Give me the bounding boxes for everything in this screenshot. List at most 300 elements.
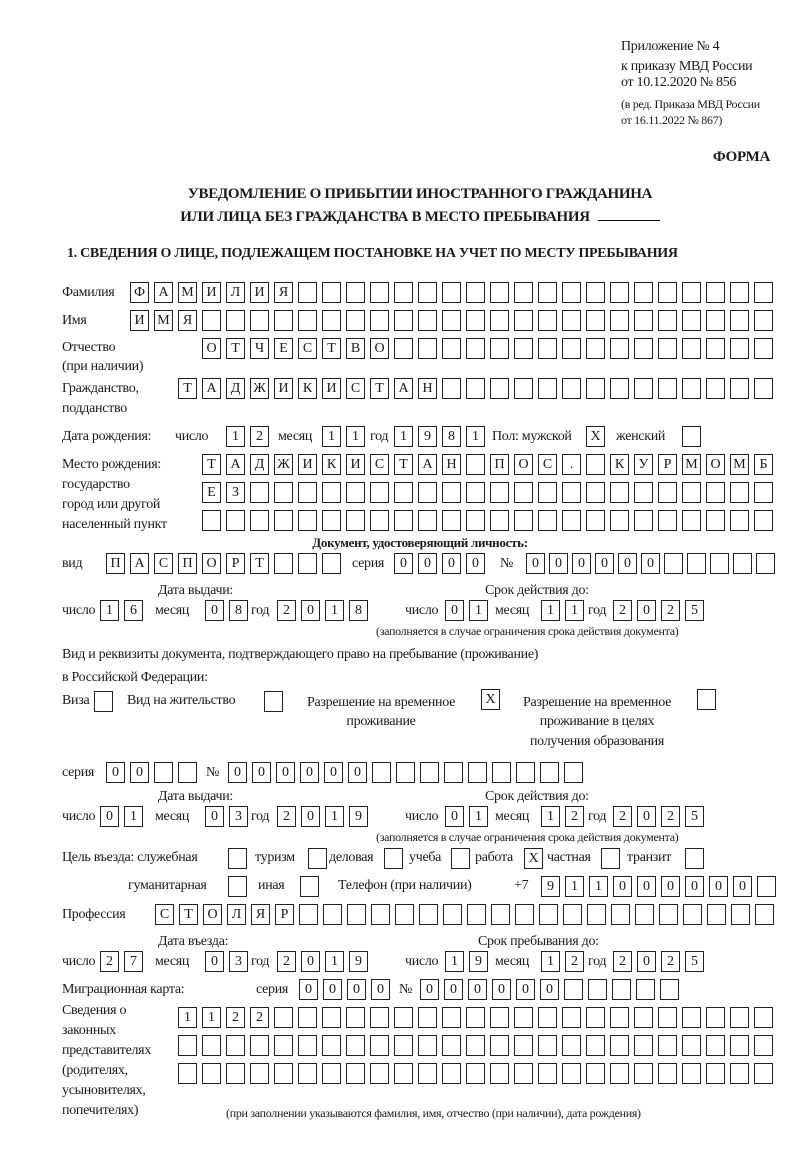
- reps-cell[interactable]: [562, 1035, 581, 1056]
- birthplace-cell[interactable]: С: [370, 454, 389, 475]
- profession-cell[interactable]: С: [155, 904, 174, 925]
- patronymic-cell[interactable]: [586, 338, 605, 359]
- reps-cell[interactable]: [298, 1063, 317, 1084]
- purpose-private-checkbox[interactable]: [601, 848, 620, 869]
- name-cell[interactable]: [634, 310, 653, 331]
- birthplace-cell[interactable]: [226, 510, 245, 531]
- id-kind-cell[interactable]: Т: [250, 553, 269, 574]
- migration-series-cell[interactable]: 0: [371, 979, 390, 1000]
- surname-cell[interactable]: А: [154, 282, 173, 303]
- patronymic-cell[interactable]: [754, 338, 773, 359]
- surname-cell[interactable]: Л: [226, 282, 245, 303]
- name-cell[interactable]: [274, 310, 293, 331]
- res-number-cell[interactable]: [468, 762, 487, 783]
- patronymic-cell[interactable]: [730, 338, 749, 359]
- surname-cell[interactable]: [394, 282, 413, 303]
- patronymic-cell[interactable]: [658, 338, 677, 359]
- birthplace-cell[interactable]: И: [346, 454, 365, 475]
- migration-number-cell[interactable]: 0: [492, 979, 511, 1000]
- res-number-cell[interactable]: [444, 762, 463, 783]
- migration-number-cell[interactable]: 0: [420, 979, 439, 1000]
- reps-cell[interactable]: [322, 1035, 341, 1056]
- birthplace-cell[interactable]: И: [298, 454, 317, 475]
- profession-cell[interactable]: [443, 904, 462, 925]
- profession-cell[interactable]: Р: [275, 904, 294, 925]
- purpose-other-checkbox[interactable]: [300, 876, 319, 897]
- name-cell[interactable]: М: [154, 310, 173, 331]
- birthplace-cell[interactable]: [658, 510, 677, 531]
- patronymic-cell[interactable]: [634, 338, 653, 359]
- reps-cell[interactable]: 2: [226, 1007, 245, 1028]
- res-series-cell[interactable]: 0: [106, 762, 125, 783]
- reps-cell[interactable]: 1: [178, 1007, 197, 1028]
- id-number-cell[interactable]: [733, 553, 752, 574]
- name-cell[interactable]: [250, 310, 269, 331]
- surname-cell[interactable]: М: [178, 282, 197, 303]
- profession-cell[interactable]: Л: [227, 904, 246, 925]
- patronymic-cell[interactable]: Т: [226, 338, 245, 359]
- reps-cell[interactable]: [226, 1063, 245, 1084]
- reps-cell[interactable]: [346, 1007, 365, 1028]
- citizenship-cell[interactable]: Т: [370, 378, 389, 399]
- surname-cell[interactable]: [730, 282, 749, 303]
- res-series-cell[interactable]: [154, 762, 173, 783]
- id-issue-day-cell[interactable]: 6: [124, 600, 143, 621]
- birthplace-cell[interactable]: Р: [658, 454, 677, 475]
- id-kind-cell[interactable]: [274, 553, 293, 574]
- citizenship-cell[interactable]: [538, 378, 557, 399]
- birthplace-cell[interactable]: [274, 482, 293, 503]
- birthplace-cell[interactable]: [418, 510, 437, 531]
- name-cell[interactable]: [730, 310, 749, 331]
- phone-cell[interactable]: 9: [541, 876, 560, 897]
- reps-cell[interactable]: [754, 1063, 773, 1084]
- reps-cell[interactable]: [298, 1007, 317, 1028]
- id-issue-month-cell[interactable]: 8: [229, 600, 248, 621]
- patronymic-cell[interactable]: [682, 338, 701, 359]
- reps-cell[interactable]: [514, 1035, 533, 1056]
- birthplace-cell[interactable]: [706, 510, 725, 531]
- birthplace-cell[interactable]: Т: [394, 454, 413, 475]
- name-cell[interactable]: [370, 310, 389, 331]
- surname-cell[interactable]: [466, 282, 485, 303]
- reps-cell[interactable]: [274, 1035, 293, 1056]
- birthplace-cell[interactable]: [346, 510, 365, 531]
- temp-permit-checkbox[interactable]: X: [481, 689, 500, 710]
- reps-cell[interactable]: [250, 1035, 269, 1056]
- birthplace-cell[interactable]: [754, 482, 773, 503]
- migration-number-cell[interactable]: [636, 979, 655, 1000]
- birthplace-cell[interactable]: [202, 510, 221, 531]
- birthplace-cell[interactable]: [514, 510, 533, 531]
- reps-cell[interactable]: [370, 1063, 389, 1084]
- res-number-cell[interactable]: [516, 762, 535, 783]
- res-valid-month-cell[interactable]: 2: [565, 806, 584, 827]
- place-of-stay-blank[interactable]: [598, 206, 660, 221]
- birth-year-cell[interactable]: 1: [394, 426, 413, 447]
- citizenship-cell[interactable]: [490, 378, 509, 399]
- citizenship-cell[interactable]: [634, 378, 653, 399]
- citizenship-cell[interactable]: [514, 378, 533, 399]
- purpose-business-checkbox[interactable]: [384, 848, 403, 869]
- id-kind-cell[interactable]: [322, 553, 341, 574]
- reps-cell[interactable]: [442, 1007, 461, 1028]
- id-number-cell[interactable]: [664, 553, 683, 574]
- surname-cell[interactable]: [322, 282, 341, 303]
- surname-cell[interactable]: И: [250, 282, 269, 303]
- profession-cell[interactable]: [323, 904, 342, 925]
- purpose-work-checkbox[interactable]: X: [524, 848, 543, 869]
- entry-day-cell[interactable]: 2: [100, 951, 119, 972]
- res-series-cell[interactable]: 0: [130, 762, 149, 783]
- purpose-study-checkbox[interactable]: [451, 848, 470, 869]
- birthplace-cell[interactable]: [322, 482, 341, 503]
- profession-cell[interactable]: [611, 904, 630, 925]
- surname-cell[interactable]: [682, 282, 701, 303]
- birthplace-cell[interactable]: [730, 510, 749, 531]
- birthplace-cell[interactable]: [586, 482, 605, 503]
- birthplace-cell[interactable]: [538, 482, 557, 503]
- reps-cell[interactable]: [730, 1063, 749, 1084]
- profession-cell[interactable]: [683, 904, 702, 925]
- patronymic-cell[interactable]: Е: [274, 338, 293, 359]
- profession-cell[interactable]: [755, 904, 774, 925]
- reps-cell[interactable]: [466, 1035, 485, 1056]
- migration-number-cell[interactable]: 0: [444, 979, 463, 1000]
- sex-male-checkbox[interactable]: X: [586, 426, 605, 447]
- reps-cell[interactable]: [634, 1063, 653, 1084]
- profession-cell[interactable]: [707, 904, 726, 925]
- res-valid-year-cell[interactable]: 0: [637, 806, 656, 827]
- res-number-cell[interactable]: 0: [348, 762, 367, 783]
- phone-cell[interactable]: 0: [637, 876, 656, 897]
- reps-cell[interactable]: [682, 1007, 701, 1028]
- id-issue-day-cell[interactable]: 1: [100, 600, 119, 621]
- id-kind-cell[interactable]: О: [202, 553, 221, 574]
- id-valid-year-cell[interactable]: 0: [637, 600, 656, 621]
- surname-cell[interactable]: [586, 282, 605, 303]
- migration-number-cell[interactable]: 0: [468, 979, 487, 1000]
- reps-cell[interactable]: [346, 1035, 365, 1056]
- birthplace-cell[interactable]: А: [226, 454, 245, 475]
- profession-cell[interactable]: [635, 904, 654, 925]
- citizenship-cell[interactable]: [682, 378, 701, 399]
- entry-year-cell[interactable]: 0: [301, 951, 320, 972]
- surname-cell[interactable]: [490, 282, 509, 303]
- reps-cell[interactable]: [418, 1063, 437, 1084]
- reps-cell[interactable]: [178, 1063, 197, 1084]
- reps-cell[interactable]: [442, 1063, 461, 1084]
- surname-cell[interactable]: И: [202, 282, 221, 303]
- reps-cell[interactable]: [370, 1035, 389, 1056]
- res-series-cell[interactable]: [178, 762, 197, 783]
- birth-month-cell[interactable]: 1: [322, 426, 341, 447]
- name-cell[interactable]: [682, 310, 701, 331]
- patronymic-cell[interactable]: [538, 338, 557, 359]
- res-issue-day-cell[interactable]: 0: [100, 806, 119, 827]
- profession-cell[interactable]: [659, 904, 678, 925]
- birthplace-cell[interactable]: [250, 482, 269, 503]
- patronymic-cell[interactable]: О: [202, 338, 221, 359]
- birthplace-cell[interactable]: Б: [754, 454, 773, 475]
- citizenship-cell[interactable]: [610, 378, 629, 399]
- reps-cell[interactable]: [370, 1007, 389, 1028]
- res-valid-year-cell[interactable]: 2: [661, 806, 680, 827]
- birthplace-cell[interactable]: [634, 482, 653, 503]
- reps-cell[interactable]: [322, 1063, 341, 1084]
- birthplace-cell[interactable]: [346, 482, 365, 503]
- patronymic-cell[interactable]: [418, 338, 437, 359]
- patronymic-cell[interactable]: [562, 338, 581, 359]
- name-cell[interactable]: [298, 310, 317, 331]
- purpose-service-checkbox[interactable]: [228, 848, 247, 869]
- reps-cell[interactable]: [754, 1035, 773, 1056]
- reps-cell[interactable]: [178, 1035, 197, 1056]
- stay-month-cell[interactable]: 2: [565, 951, 584, 972]
- birthplace-cell[interactable]: М: [682, 454, 701, 475]
- reps-cell[interactable]: [610, 1035, 629, 1056]
- migration-number-cell[interactable]: [588, 979, 607, 1000]
- citizenship-cell[interactable]: [706, 378, 725, 399]
- patronymic-cell[interactable]: [394, 338, 413, 359]
- id-kind-cell[interactable]: П: [178, 553, 197, 574]
- birthplace-cell[interactable]: [514, 482, 533, 503]
- birthplace-cell[interactable]: П: [490, 454, 509, 475]
- name-cell[interactable]: [466, 310, 485, 331]
- patronymic-cell[interactable]: О: [370, 338, 389, 359]
- patronymic-cell[interactable]: [706, 338, 725, 359]
- name-cell[interactable]: [442, 310, 461, 331]
- reps-cell[interactable]: [418, 1007, 437, 1028]
- name-cell[interactable]: [322, 310, 341, 331]
- name-cell[interactable]: [514, 310, 533, 331]
- reps-cell[interactable]: [490, 1063, 509, 1084]
- birthplace-cell[interactable]: Е: [202, 482, 221, 503]
- purpose-tourism-checkbox[interactable]: [308, 848, 327, 869]
- surname-cell[interactable]: [538, 282, 557, 303]
- res-valid-day-cell[interactable]: 0: [445, 806, 464, 827]
- name-cell[interactable]: [418, 310, 437, 331]
- reps-cell[interactable]: [610, 1007, 629, 1028]
- reps-cell[interactable]: [538, 1035, 557, 1056]
- surname-cell[interactable]: [370, 282, 389, 303]
- reps-cell[interactable]: [226, 1035, 245, 1056]
- surname-cell[interactable]: [610, 282, 629, 303]
- name-cell[interactable]: [586, 310, 605, 331]
- profession-cell[interactable]: [467, 904, 486, 925]
- profession-cell[interactable]: [371, 904, 390, 925]
- sex-female-checkbox[interactable]: [682, 426, 701, 447]
- birthplace-cell[interactable]: М: [730, 454, 749, 475]
- citizenship-cell[interactable]: И: [274, 378, 293, 399]
- citizenship-cell[interactable]: [466, 378, 485, 399]
- citizenship-cell[interactable]: [754, 378, 773, 399]
- birthplace-cell[interactable]: [490, 482, 509, 503]
- birthplace-cell[interactable]: О: [514, 454, 533, 475]
- reps-cell[interactable]: [394, 1035, 413, 1056]
- name-cell[interactable]: [610, 310, 629, 331]
- res-number-cell[interactable]: [372, 762, 391, 783]
- reps-cell[interactable]: [586, 1007, 605, 1028]
- reps-cell[interactable]: [706, 1035, 725, 1056]
- reps-cell[interactable]: [658, 1007, 677, 1028]
- patronymic-cell[interactable]: [610, 338, 629, 359]
- citizenship-cell[interactable]: К: [298, 378, 317, 399]
- id-kind-cell[interactable]: Р: [226, 553, 245, 574]
- surname-cell[interactable]: [754, 282, 773, 303]
- citizenship-cell[interactable]: Н: [418, 378, 437, 399]
- id-series-cell[interactable]: 0: [466, 553, 485, 574]
- id-number-cell[interactable]: [687, 553, 706, 574]
- id-valid-month-cell[interactable]: 1: [541, 600, 560, 621]
- birthplace-cell[interactable]: [730, 482, 749, 503]
- res-number-cell[interactable]: [492, 762, 511, 783]
- birthplace-cell[interactable]: [274, 510, 293, 531]
- reps-cell[interactable]: [466, 1063, 485, 1084]
- profession-cell[interactable]: [563, 904, 582, 925]
- birthplace-cell[interactable]: А: [418, 454, 437, 475]
- surname-cell[interactable]: Ф: [130, 282, 149, 303]
- birthplace-cell[interactable]: [442, 482, 461, 503]
- id-number-cell[interactable]: [756, 553, 775, 574]
- profession-cell[interactable]: [515, 904, 534, 925]
- edu-permit-checkbox[interactable]: [697, 689, 716, 710]
- res-number-cell[interactable]: 0: [228, 762, 247, 783]
- birthplace-cell[interactable]: [586, 454, 605, 475]
- phone-cell[interactable]: 1: [565, 876, 584, 897]
- phone-cell[interactable]: 0: [613, 876, 632, 897]
- reps-cell[interactable]: [466, 1007, 485, 1028]
- entry-year-cell[interactable]: 9: [349, 951, 368, 972]
- reps-cell[interactable]: [634, 1035, 653, 1056]
- name-cell[interactable]: Я: [178, 310, 197, 331]
- reps-cell[interactable]: [562, 1007, 581, 1028]
- id-kind-cell[interactable]: А: [130, 553, 149, 574]
- birth-year-cell[interactable]: 1: [466, 426, 485, 447]
- reps-cell[interactable]: [442, 1035, 461, 1056]
- migration-number-cell[interactable]: [660, 979, 679, 1000]
- birthplace-cell[interactable]: [538, 510, 557, 531]
- birthplace-cell[interactable]: [466, 454, 485, 475]
- surname-cell[interactable]: [418, 282, 437, 303]
- res-valid-year-cell[interactable]: 2: [613, 806, 632, 827]
- profession-cell[interactable]: [395, 904, 414, 925]
- reps-cell[interactable]: [538, 1007, 557, 1028]
- name-cell[interactable]: [562, 310, 581, 331]
- entry-day-cell[interactable]: 7: [124, 951, 143, 972]
- profession-cell[interactable]: [299, 904, 318, 925]
- migration-series-cell[interactable]: 0: [323, 979, 342, 1000]
- surname-cell[interactable]: [658, 282, 677, 303]
- reps-cell[interactable]: [418, 1035, 437, 1056]
- id-valid-month-cell[interactable]: 1: [565, 600, 584, 621]
- res-number-cell[interactable]: 0: [324, 762, 343, 783]
- id-issue-year-cell[interactable]: 8: [349, 600, 368, 621]
- birthplace-cell[interactable]: З: [226, 482, 245, 503]
- migration-series-cell[interactable]: 0: [299, 979, 318, 1000]
- res-issue-month-cell[interactable]: 0: [205, 806, 224, 827]
- patronymic-cell[interactable]: В: [346, 338, 365, 359]
- reps-cell[interactable]: [586, 1035, 605, 1056]
- migration-number-cell[interactable]: [612, 979, 631, 1000]
- birthplace-cell[interactable]: [682, 510, 701, 531]
- reps-cell[interactable]: [658, 1063, 677, 1084]
- birthplace-cell[interactable]: [394, 510, 413, 531]
- name-cell[interactable]: [706, 310, 725, 331]
- birth-day-cell[interactable]: 2: [250, 426, 269, 447]
- res-number-cell[interactable]: 0: [276, 762, 295, 783]
- birthplace-cell[interactable]: [370, 510, 389, 531]
- id-issue-year-cell[interactable]: 1: [325, 600, 344, 621]
- name-cell[interactable]: [346, 310, 365, 331]
- reps-cell[interactable]: [562, 1063, 581, 1084]
- purpose-transit-checkbox[interactable]: [685, 848, 704, 869]
- migration-series-cell[interactable]: 0: [347, 979, 366, 1000]
- reps-cell[interactable]: [658, 1035, 677, 1056]
- birthplace-cell[interactable]: [322, 510, 341, 531]
- reps-cell[interactable]: [202, 1063, 221, 1084]
- birthplace-cell[interactable]: [706, 482, 725, 503]
- citizenship-cell[interactable]: [442, 378, 461, 399]
- entry-month-cell[interactable]: 0: [205, 951, 224, 972]
- purpose-humanitarian-checkbox[interactable]: [228, 876, 247, 897]
- profession-cell[interactable]: [731, 904, 750, 925]
- reps-cell[interactable]: [346, 1063, 365, 1084]
- visa-checkbox[interactable]: [94, 691, 113, 712]
- birthplace-cell[interactable]: [370, 482, 389, 503]
- birth-month-cell[interactable]: 1: [346, 426, 365, 447]
- name-cell[interactable]: [202, 310, 221, 331]
- surname-cell[interactable]: Я: [274, 282, 293, 303]
- reps-cell[interactable]: [274, 1063, 293, 1084]
- birthplace-cell[interactable]: С: [538, 454, 557, 475]
- res-number-cell[interactable]: [564, 762, 583, 783]
- res-number-cell[interactable]: 0: [252, 762, 271, 783]
- name-cell[interactable]: И: [130, 310, 149, 331]
- name-cell[interactable]: [658, 310, 677, 331]
- reps-cell[interactable]: [322, 1007, 341, 1028]
- reps-cell[interactable]: [682, 1035, 701, 1056]
- profession-cell[interactable]: Т: [179, 904, 198, 925]
- reps-cell[interactable]: [394, 1007, 413, 1028]
- name-cell[interactable]: [226, 310, 245, 331]
- profession-cell[interactable]: [491, 904, 510, 925]
- reps-cell[interactable]: [298, 1035, 317, 1056]
- id-number-cell[interactable]: 0: [618, 553, 637, 574]
- res-valid-year-cell[interactable]: 5: [685, 806, 704, 827]
- name-cell[interactable]: [754, 310, 773, 331]
- birthplace-cell[interactable]: У: [634, 454, 653, 475]
- patronymic-cell[interactable]: [514, 338, 533, 359]
- citizenship-cell[interactable]: Ж: [250, 378, 269, 399]
- surname-cell[interactable]: [514, 282, 533, 303]
- surname-cell[interactable]: [298, 282, 317, 303]
- id-series-cell[interactable]: 0: [394, 553, 413, 574]
- surname-cell[interactable]: [346, 282, 365, 303]
- id-kind-cell[interactable]: С: [154, 553, 173, 574]
- citizenship-cell[interactable]: Д: [226, 378, 245, 399]
- reps-cell[interactable]: [490, 1007, 509, 1028]
- id-valid-day-cell[interactable]: 0: [445, 600, 464, 621]
- res-valid-month-cell[interactable]: 1: [541, 806, 560, 827]
- citizenship-cell[interactable]: С: [346, 378, 365, 399]
- phone-cell[interactable]: 1: [589, 876, 608, 897]
- birthplace-cell[interactable]: [418, 482, 437, 503]
- entry-month-cell[interactable]: 3: [229, 951, 248, 972]
- reps-cell[interactable]: [514, 1007, 533, 1028]
- reps-cell[interactable]: 2: [250, 1007, 269, 1028]
- birthplace-cell[interactable]: Д: [250, 454, 269, 475]
